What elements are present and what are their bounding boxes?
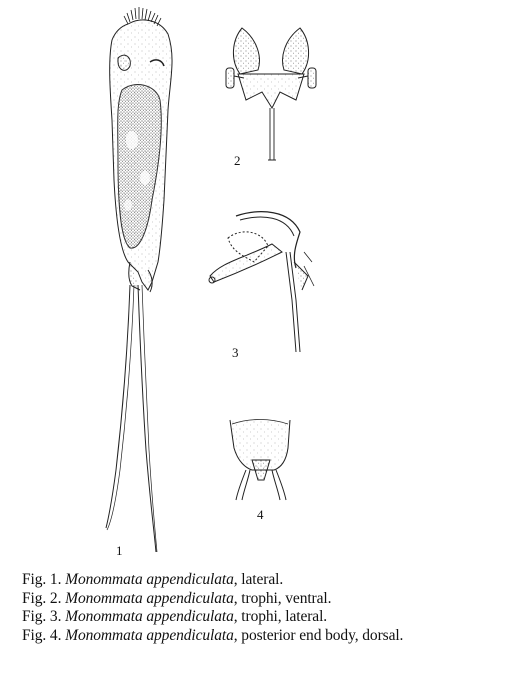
caption-species: Monommata appendiculata xyxy=(65,589,234,607)
figure-number-4: 4 xyxy=(257,507,264,522)
figure-3-trophi-lateral xyxy=(209,212,314,352)
caption-species: Monommata appendiculata xyxy=(65,571,234,588)
caption-fig-2 xyxy=(22,590,512,609)
caption-fig-4 xyxy=(22,627,512,646)
caption-label: Fig. 4. xyxy=(22,626,62,644)
caption-species: Monommata appendiculata xyxy=(65,626,234,644)
figure-number-1: 1 xyxy=(116,543,123,558)
caption-fig-1 xyxy=(22,571,512,590)
caption-label: Fig. 1. xyxy=(22,571,62,588)
caption-label: Fig. 2. xyxy=(22,589,62,607)
figure-number-2: 2 xyxy=(234,153,241,168)
caption-fig-3 xyxy=(22,608,512,627)
caption-description: , trophi, lateral. xyxy=(233,608,328,625)
caption-description: , lateral. xyxy=(233,571,284,588)
caption-species: Monommata appendiculata xyxy=(65,608,234,625)
caption-description: , trophi, ventral. xyxy=(233,589,332,607)
figure-2-trophi-ventral xyxy=(226,28,316,160)
figure-captions xyxy=(22,571,512,645)
figure-number-3: 3 xyxy=(232,345,239,360)
figure-1-body-lateral xyxy=(106,7,172,552)
caption-description: , posterior end body, dorsal. xyxy=(233,626,404,644)
figure-4-posterior-dorsal xyxy=(230,420,290,501)
caption-label: Fig. 3. xyxy=(22,608,62,625)
